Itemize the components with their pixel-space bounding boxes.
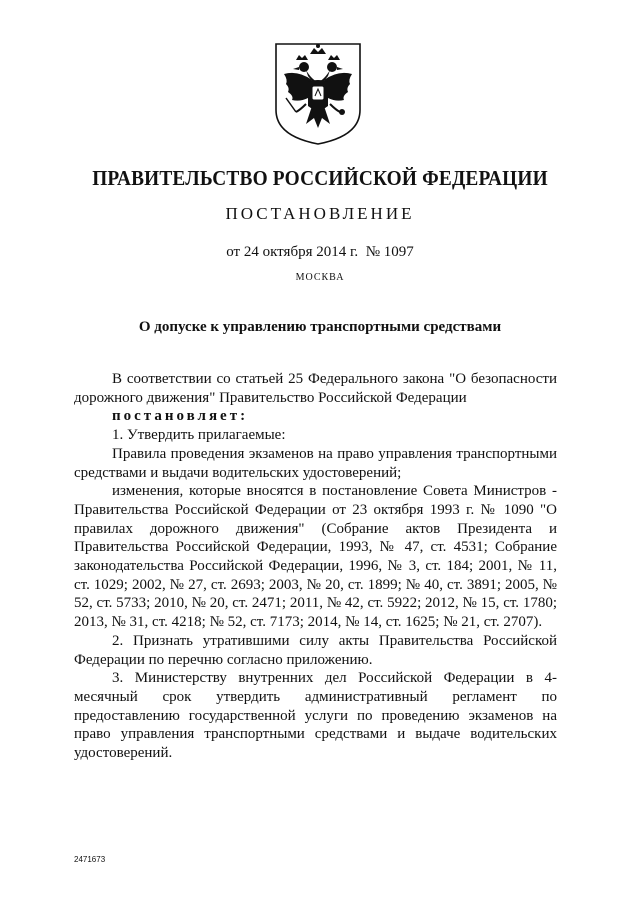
document-title: О допуске к управлению транспортными средствами bbox=[138, 319, 502, 335]
document-date-line bbox=[0, 244, 640, 261]
document-code: 2471673 bbox=[74, 855, 106, 864]
item-2: 2. Признать утратившими силу акты Правительства Российской Федерации по перечню согласно приложению. bbox=[74, 632, 557, 668]
russian-coat-of-arms-icon bbox=[272, 40, 364, 148]
document-city: МОСКВА bbox=[295, 272, 345, 283]
document-body bbox=[74, 370, 557, 763]
item-1-rules: Правила проведения экзаменов на право управления транспортными средствами и выдачи водительских удостоверений; bbox=[74, 445, 557, 481]
document-date: от 24 октября 2014 г. bbox=[226, 244, 359, 260]
number-sign: № bbox=[365, 244, 380, 260]
item-1: 1. Утвердить прилагаемые: bbox=[112, 427, 286, 444]
item-3: 3. Министерству внутренних дел Российской Федерации в 4-месячный срок утвердить административный регламент по предоставлению государственной услуги по проведению экзаменов на право управления транспортными средствами и выдаче водительских удостоверений. bbox=[74, 670, 557, 762]
decree-word: постановляет: bbox=[112, 408, 249, 425]
intro-paragraph: В соответствии со статьей 25 Федерального закона "О безопасности дорожного движения" Правительство Российской Федерации bbox=[74, 371, 557, 406]
government-name: ПРАВИТЕЛЬСТВО РОССИЙСКОЙ ФЕДЕРАЦИИ bbox=[92, 166, 548, 190]
document-number: 1097 bbox=[383, 244, 414, 260]
document-type: ПОСТАНОВЛЕНИЕ bbox=[225, 204, 415, 223]
item-1-amendments: изменения, которые вносятся в постановление Совета Министров - Правительства Российской Федерации от 23 октября 1993 г. № 1090 "О правилах дорожного движения" (Собрание актов Президента и Правительства Российской Федерации, 1993, № 47, ст. 4531; Собрание законодательства Российской Федерации, 1996, № 3, ст. 184; 2001, № 11, ст. 1029; 2002, № 27, ст. 2693; 2003, № 20, ст. 1899; № 40, ст. 3891; 2005, № 52, ст. 5733; 2010, № 20, ст. 2471; 2011, № 42, ст. 5922; 2012, № 15, ст. 1780; 2013, № 31, ст. 4218; № 52, ст. 7173; 2014, № 14, ст. 1625; № 21, ст. 2707). bbox=[74, 483, 557, 631]
